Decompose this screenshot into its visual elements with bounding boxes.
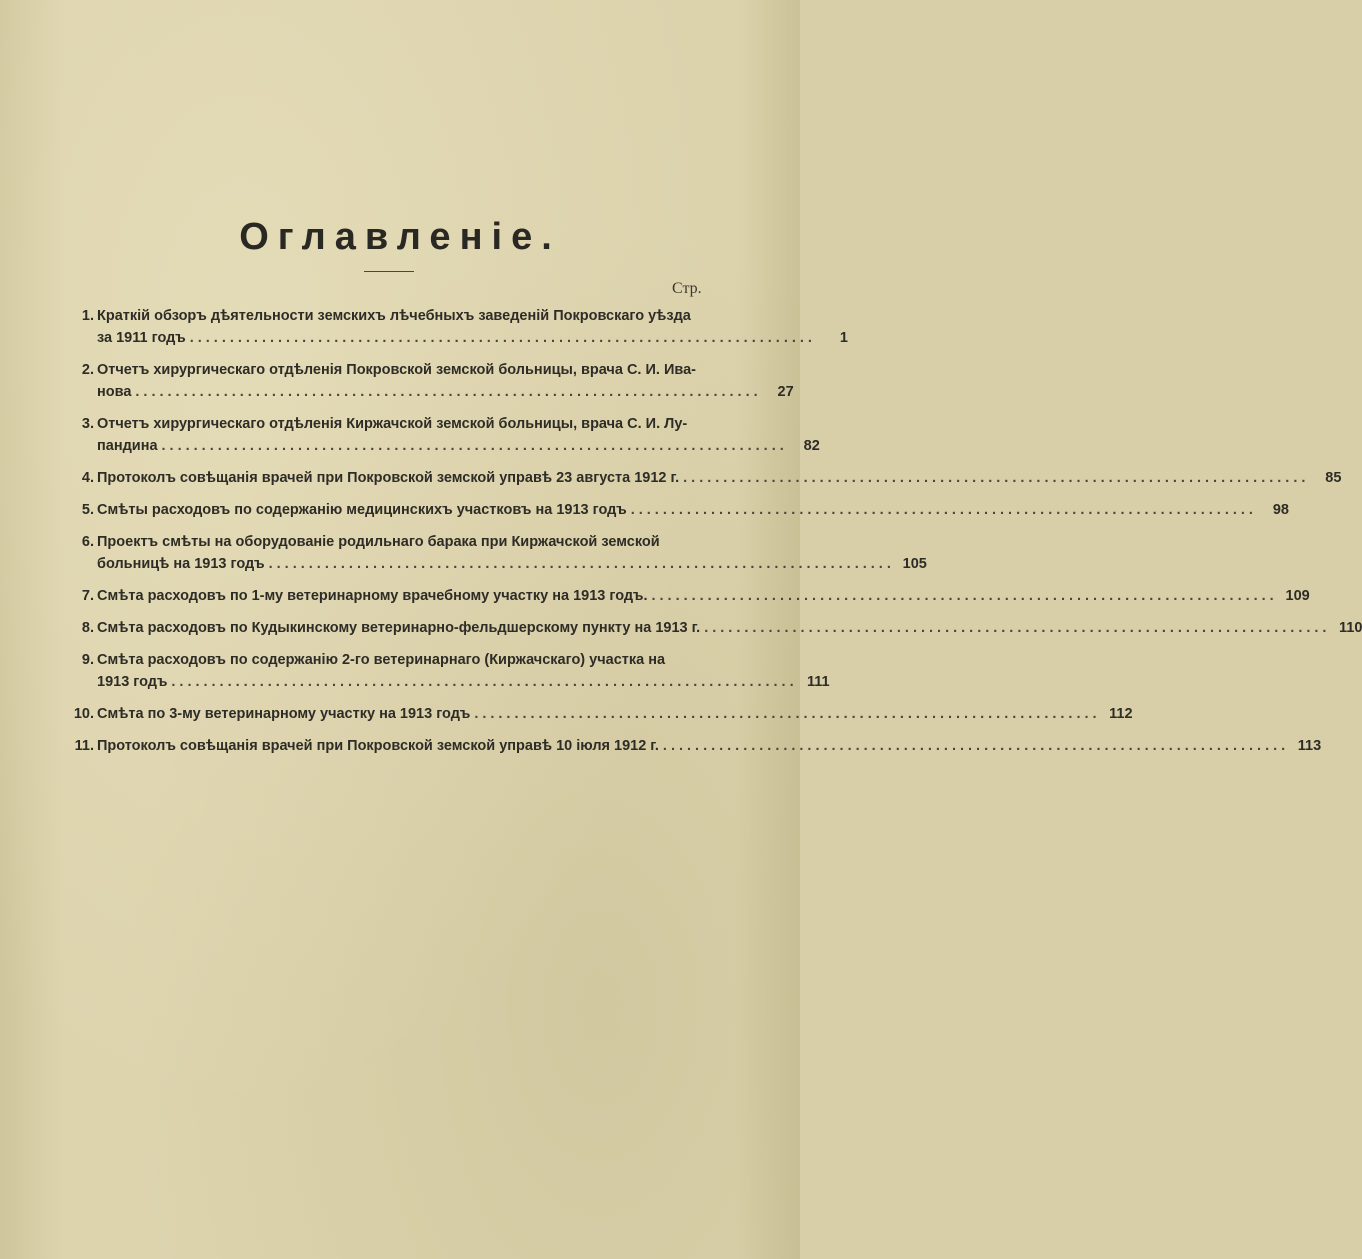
title-divider xyxy=(364,271,414,272)
toc-entry-title-continued: нова xyxy=(97,384,132,400)
toc-entry xyxy=(72,703,1133,725)
toc-entry-title: Смѣта по 3-му ветеринарному участку на 1913 годъ xyxy=(97,706,471,722)
toc-entry xyxy=(72,617,1362,639)
toc-entry-title: Смѣта расходовъ по Кудыкинскому ветеринарно-фельдшерскому пункту на 1913 г. xyxy=(97,620,701,636)
toc-entry-title: Протоколъ совѣщанія врачей при Покровской земской управѣ 10 іюля 1912 г. xyxy=(97,738,659,754)
toc-entry xyxy=(72,467,1342,489)
dot-leader: .............................................................................. xyxy=(161,438,788,454)
toc-entry-title: Отчетъ хирургическаго отдѣленія Покровской земской больницы, врача С. И. Ива- xyxy=(97,362,696,378)
toc-entry-page: 113 xyxy=(1297,738,1322,754)
toc-entry-title-continued: больницѣ на 1913 годъ xyxy=(97,556,265,572)
toc-entry-title: Смѣта расходовъ по содержанію 2-го ветеринарнаго (Киржачскаго) участка на xyxy=(97,652,666,668)
toc-entry-page: 1 xyxy=(839,330,848,346)
toc-entry-number: 10. xyxy=(73,706,94,722)
dot-leader: .............................................................................. xyxy=(630,502,1257,518)
dot-leader: .............................................................................. xyxy=(268,556,895,572)
table-of-contents xyxy=(72,305,1362,767)
toc-entry xyxy=(72,735,1322,757)
toc-entry xyxy=(72,413,820,457)
page-title: Оглавленіе. xyxy=(239,216,561,258)
dot-leader: .............................................................................. xyxy=(683,470,1310,486)
toc-entry-page: 109 xyxy=(1285,588,1310,604)
page-column-label: Стр. xyxy=(672,280,702,297)
toc-entry-page: 105 xyxy=(902,556,927,572)
toc-entry-number: 9. xyxy=(81,652,94,668)
toc-entry-number: 8. xyxy=(81,620,94,636)
toc-entry-number: 4. xyxy=(81,470,94,486)
toc-entry-number: 11. xyxy=(74,738,94,754)
toc-entry xyxy=(72,499,1289,521)
toc-entry-title: Проектъ смѣты на оборудованіе родильнаго барака при Киржачской земской xyxy=(97,534,660,550)
dot-leader: .............................................................................. xyxy=(651,588,1278,604)
toc-entry-title: Смѣта расходовъ по 1-му ветеринарному врачебному участку на 1913 годъ. xyxy=(97,588,648,604)
toc-entry-page: 112 xyxy=(1109,706,1133,722)
toc-entry-page: 85 xyxy=(1325,470,1342,486)
toc-entry-title: Смѣты расходовъ по содержанію медицинскихъ участковъ на 1913 годъ xyxy=(97,502,627,518)
toc-entry-page: 98 xyxy=(1272,502,1289,518)
toc-entry-page: 110 xyxy=(1339,620,1362,636)
toc-entry xyxy=(72,649,830,693)
toc-entry-title-continued: пандина xyxy=(97,438,158,454)
dot-leader: .............................................................................. xyxy=(474,706,1101,722)
toc-entry-page: 82 xyxy=(803,438,820,454)
toc-entry xyxy=(72,359,794,403)
toc-entry-title: Краткій обзоръ дѣятельности земскихъ лѣчебныхъ заведеній Покровскаго уѣзда xyxy=(97,308,691,324)
toc-entry-title-continued: за 1911 годъ xyxy=(97,330,186,346)
toc-entry xyxy=(72,531,927,575)
toc-entry-number: 3. xyxy=(81,416,94,432)
toc-entry-title-continued: 1913 годъ xyxy=(97,674,168,690)
toc-entry-number: 6. xyxy=(81,534,94,550)
toc-entry-number: 5. xyxy=(81,502,94,518)
toc-entry-number: 1. xyxy=(81,308,94,324)
dot-leader: .............................................................................. xyxy=(704,620,1331,636)
toc-entry xyxy=(72,305,848,349)
toc-entry-page: 27 xyxy=(777,384,794,400)
toc-entry-title: Отчетъ хирургическаго отдѣленія Киржачской земской больницы, врача С. И. Лу- xyxy=(97,416,688,432)
dot-leader: .............................................................................. xyxy=(171,674,798,690)
toc-entry-number: 2. xyxy=(81,362,94,378)
toc-entry xyxy=(72,585,1310,607)
dot-leader: .............................................................................. xyxy=(662,738,1290,754)
toc-entry-number: 7. xyxy=(81,588,94,604)
dot-leader: .............................................................................. xyxy=(189,330,816,346)
toc-entry-page: 111 xyxy=(807,674,830,690)
toc-entry-title: Протоколъ совѣщанія врачей при Покровской земской управѣ 23 августа 1912 г. xyxy=(97,470,680,486)
dot-leader: .............................................................................. xyxy=(135,384,762,400)
